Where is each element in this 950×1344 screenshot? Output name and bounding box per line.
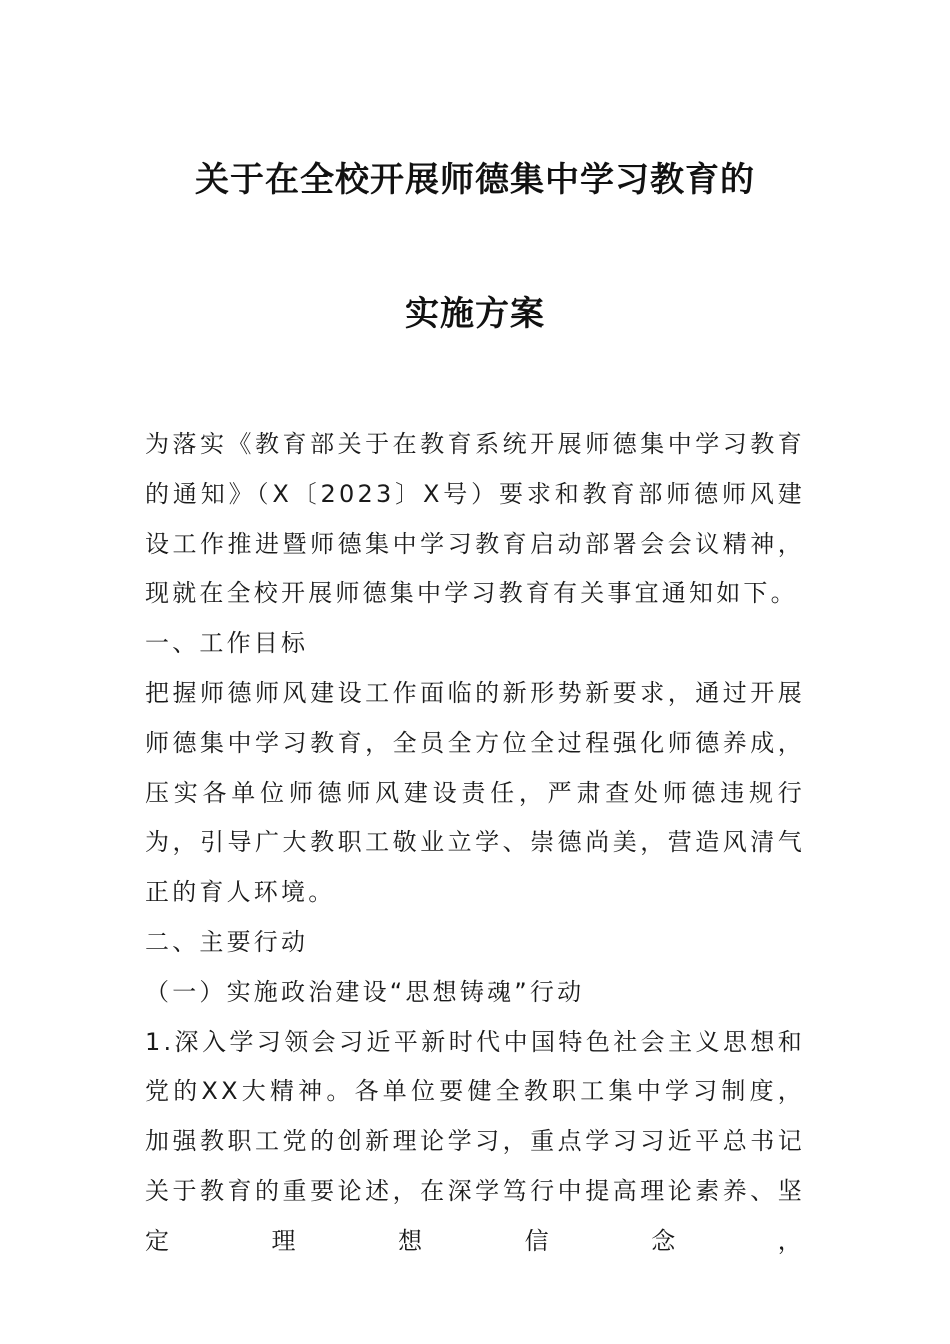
subsection-heading-political-construction: （一）实施政治建设“思想铸魂”行动 (145, 977, 585, 1006)
intro-paragraph: 为落实《教育部关于在教育系统开展师德集中学习教育的通知》（X〔2023〕X号）要求和教育部师德师风建设工作推进暨师德集中学习教育启动部署会会议精神，现就在全校开展师德集中学习教育有关事宜通知如下。 (145, 430, 805, 608)
document-body (145, 420, 805, 1267)
section-heading-work-goals: 一、工作目标 (145, 629, 309, 658)
item-1-paragraph: 1.深入学习领会习近平新时代中国特色社会主义思想和党的XX大精神。各单位要健全教职工集中学习制度，加强教职工党的创新理论学习，重点学习习近平总书记关于教育的重要论述，在深学笃行中提高理论素养、坚定理想信念， (145, 1027, 805, 1255)
section-heading-main-actions: 二、主要行动 (145, 927, 309, 956)
document-title-line-2: 实施方案 (405, 294, 545, 334)
work-goals-paragraph: 把握师德师风建设工作面临的新形势新要求，通过开展师德集中学习教育，全员全方位全过程强化师德养成，压实各单位师德师风建设责任，严肃查处师德违规行为，引导广大教职工敬业立学、崇德尚美，营造风清气正的育人环境。 (145, 678, 805, 907)
document-title-line-1: 关于在全校开展师德集中学习教育的 (195, 160, 755, 200)
